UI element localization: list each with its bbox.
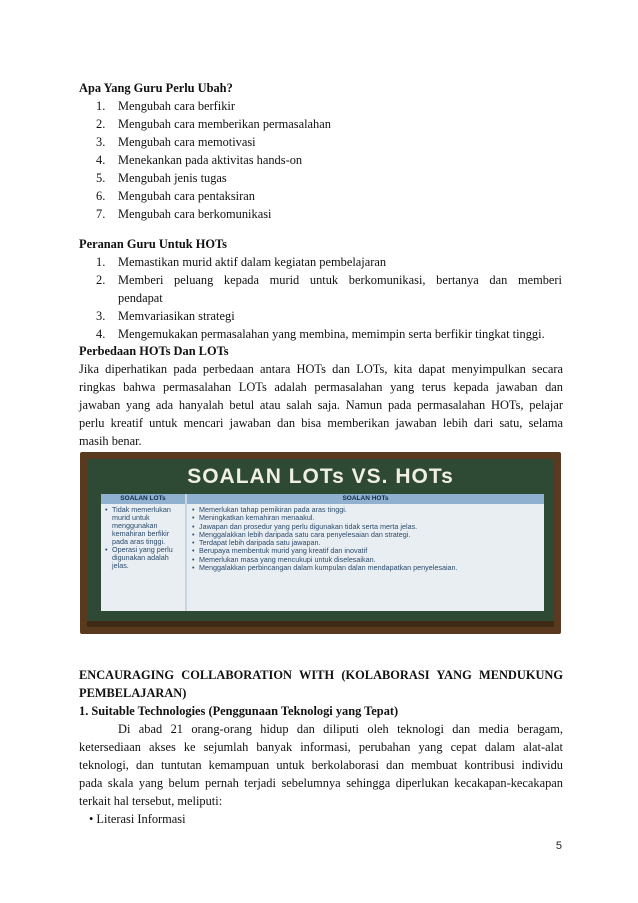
list-item: 2. Mengubah cara memberikan permasalahan [96,117,331,131]
list-item: 7. Mengubah cara berkomunikasi [96,207,272,221]
hots-item: • Menggalakkan lebih daripada satu cara penyelesaian dan strategi. [191,531,541,539]
lots-item: • Tidak memerlukan murid untuk menggunakan kemahiran berfikir pada aras tinggi. [104,506,184,546]
list-item: 6. Mengubah cara pentaksiran [96,189,255,203]
paragraph-line: pada skala yang belum pernah terjadi sebelumnya sehingga diperlukan kecakapan-kecakapan [79,776,563,790]
hots-item: • Terdapat lebih daripada satu jawapan. [191,539,541,547]
table-header-lots: SOALAN LOTs [101,494,185,504]
list-item: 4. Menekankan pada aktivitas hands-on [96,153,303,167]
column-divider [185,494,187,611]
hots-item: • Memerlukan tahap pemikiran pada aras tinggi. [191,506,541,514]
list-item: 1. Memastikan murid aktif dalam kegiatan pembelajaran [96,255,387,269]
hots-item: • Memerlukan masa yang mencukupi untuk diselesaikan. [191,556,541,564]
heading-perbedaan: Perbedaan HOTs Dan LOTs [79,344,229,358]
list-item: 1. Mengubah cara berfikir [96,99,235,113]
list-item: 4. Mengemukakan permasalahan yang membina, memimpin serta berfikir tingkat tinggi. [96,327,545,341]
comparison-table [101,494,544,611]
hots-item: • Berupaya membentuk murid yang kreatif dan inovatif [191,547,541,555]
lots-item: • Operasi yang perlu digunakan adalah jelas. [104,546,184,570]
page-number: 5 [555,840,562,852]
heading-collaboration: ENCAURAGING COLLABORATION WITH (KOLABORASI YANG MENDUKUNG [79,668,563,682]
hots-item: • Menggalakkan perbincangan dalam kumpulan dalan mendapatkan penyelesaian. [191,564,541,572]
list-item: 3. Memvariasikan strategi [96,309,235,323]
chalk-ledge [87,621,554,627]
list-item: 5. Mengubah jenis tugas [96,171,227,185]
hots-list [191,506,541,572]
list-item: 2. Memberi peluang kepada murid untuk berkomunikasi, bertanya dan memberi [96,273,562,287]
lots-list [104,506,184,570]
heading-guru-perlu-ubah: Apa Yang Guru Perlu Ubah? [79,81,233,95]
heading-collaboration-cont: PEMBELAJARAN) [79,686,187,700]
list-item: 3. Mengubah cara memotivasi [96,135,256,149]
subheading-technologies: 1. Suitable Technologies (Penggunaan Teknologi yang Tepat) [79,704,399,718]
paragraph-line: terkait hal tersebut, meliputi: [79,794,223,808]
paragraph-line: Jika diperhatikan pada perbedaan antara HOTs dan LOTs, kita dapat menyimpulkan secara [79,362,563,376]
paragraph-line: perlu kreatif untuk mencari jawaban dan bisa memberikan jawaban lebih dari satu, selama [79,416,563,430]
bullet-item: • Literasi Informasi [89,812,186,826]
board-title: SOALAN LOTs VS. HOTs [187,465,454,488]
chalkboard-figure [80,452,561,634]
paragraph-line: ketersediaan akses ke sejumlah banyak informasi, perubahan yang cepat dalam alat-alat [79,740,563,754]
paragraph-line: jawaban yang ada hanyalah betul atau salah saja. Namun pada permasalahan HOTs, pelajar [79,398,563,412]
paragraph-line: teknologi, dan tuntutan kemampuan untuk berkolaborasi dan membuat kontribusi individu [79,758,563,772]
paragraph-line: Di abad 21 orang-orang hidup dan diliputi oleh teknologi dan media beragam, [118,722,563,736]
chalkboard-surface [87,459,554,627]
hots-item: • Jawapan dan prosedur yang perlu digunakan tidak serta merta jelas. [191,523,541,531]
list-item-continuation: pendapat [118,291,163,305]
hots-item: • Meningkatkan kemahiran menaakul. [191,514,541,522]
paragraph-line: ringkas bahwa permasalahan LOTs adalah permasalahan yang terus kepada jawaban dan [79,380,563,394]
paragraph-line: masih benar. [79,434,142,448]
table-header-hots: SOALAN HOTs [187,494,544,504]
heading-peranan-guru: Peranan Guru Untuk HOTs [79,237,227,251]
